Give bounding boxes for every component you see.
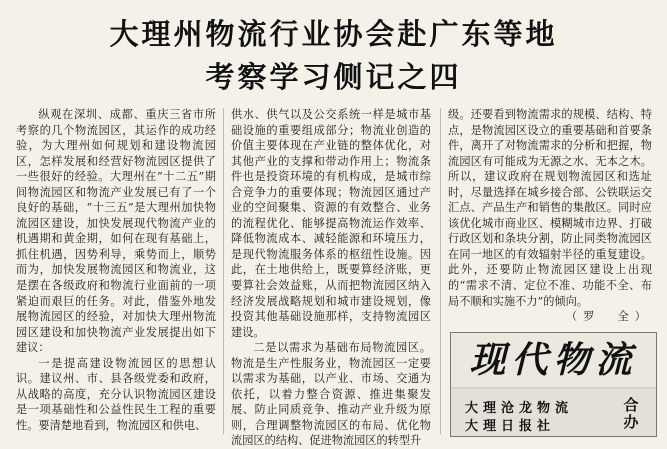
column-masthead-box bbox=[450, 332, 657, 437]
co-organizer-label bbox=[619, 397, 643, 431]
headline-line2: 考察学习侧记之四 bbox=[205, 60, 462, 94]
article-column-2 bbox=[231, 107, 431, 448]
column-divider-1 bbox=[223, 108, 224, 434]
column-divider-2 bbox=[440, 108, 441, 434]
column1-paragraph-1: 纵观在深圳、成都、重庆三省市所考察的几个物流园区，其运作的成功经验，为大理州如何规划和建设物流园区，怎样发展和经营好物流园区提供了一些很好的经验。大理州在“十二五”期间物流园区和物流产业发展已有了一个良好的基础，“十三五”是大理州加快物流园区建设，加快发展现代物流产业的机遇期和黄金期，如何在现有基础上，抓住机遇，因势利导，乘势而上，顺势而为，加快发展物流园区和物流业，这是摆在各级政府和物流行业面前的一项紧迫而艰巨的任务。对此，借鉴外地发展物流园区的经验，对加快大理州物流园区建设和加快物流产业发展提出如下建议： bbox=[16, 108, 216, 355]
headline-line1: 大理州物流行业协会赴广东等地 bbox=[109, 17, 558, 51]
article-column-3 bbox=[448, 107, 652, 331]
column3-text: 级。还要看到物流需求的规模、结构、特点，是物流园区设立的重要基础和首要条件，离开了对物流需求的分析和把握，物流园区有可能成为无源之水、无本之木。所以，建议政府在规划物流园区和选址时，尽量选择在城乡接合部、公铁联运交汇点、产品生产和销售的集散区。同时应该优化城市商业区、模糊城市边界、打破行政区划和条块分割，防止同类物流园区在同一地区的有效辐射半径的重复建设。此外，还要防止物流园区建设上出现的“需求不清、定位不准、功能不全、布局不顺和实施不力”的倾向。 bbox=[448, 108, 652, 308]
co-organizer-char-1: 合 bbox=[623, 396, 639, 414]
co-organizer-char-2: 办 bbox=[623, 413, 639, 431]
sponsor-line-2: 大理日报社 bbox=[465, 419, 556, 434]
author-byline: （罗 全） bbox=[566, 310, 652, 324]
column3-paragraph-1 bbox=[448, 107, 652, 324]
article-column-1 bbox=[16, 107, 216, 435]
sponsor-line-1: 大理沧龙物流 bbox=[465, 401, 574, 416]
masthead-sponsors bbox=[451, 389, 656, 436]
column2-paragraph-1: 供水、供气以及公交系统一样是城市基础设施的重要组成部分；物流业创造的价值主要体现在产业链的整体优化，对其他产业的支撑和带动作用上；物流条件也是投资环境的有机构成，是城市综合竞争力的重要体现；物流园区通过产业的空间聚集、资源的有效整合、业务的流程优化、能够提高物流运作效率、降低物流成本、减轻能源和环境压力，是现代物流服务体系的枢纽性设施。因此，在土地供给上，既要算经济账，更要算社会效益账，从而把物流园区纳入经济发展战略规划和城市建设规划，像投资其他基础设施那样，支持物流园区建设。 bbox=[231, 108, 431, 339]
column1-paragraph-2: 一是提高建设物流园区的思想认识。建议州、市、县各级党委和政府，从战略的高度，充分认识物流园区建设是一项基础性和公益性民生工程的重要性。要清楚地看到，物流园区和供电、 bbox=[16, 356, 216, 432]
masthead-title: 现代物流 bbox=[451, 333, 656, 387]
column2-paragraph-2: 二是以需求为基础布局物流园区。物流是生产性服务业，物流园区一定要以需求为基础，以产业、市场、交通为依托，以着力整合资源、推进集聚发展、防止同质竞争、推动产业升级为原则，合理调整物流园区的布局、优化物流园区的结构、促进物流园区的转型升 bbox=[231, 341, 431, 448]
